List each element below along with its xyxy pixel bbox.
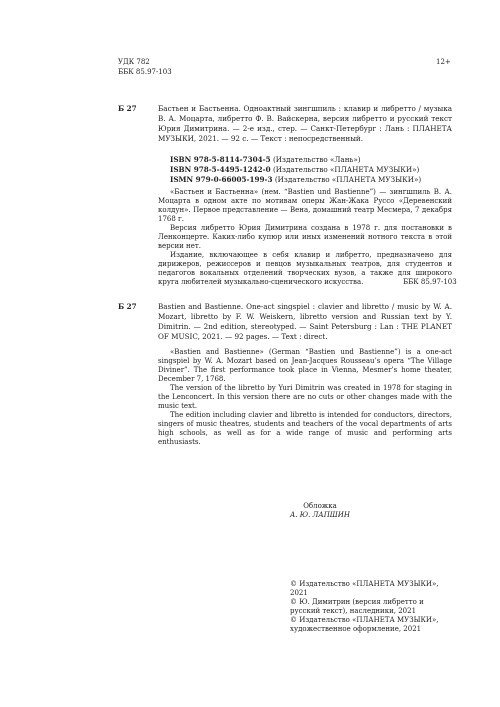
ru-bibliographic-entry: Бастьен и Бастьенна. Одноактный зингшпиль : клавир и либретто / музыка В. А. Моцарта, либретто Ф. В. Вайскерна, версия либретто и русский текст Юрия Димитрина. — 2-е изд., стер. — Санкт-Петербург : Лань : ПЛАНЕТА МУЗЫКИ, 2021. — 92 с. — Текст : непосредственный. [158, 104, 452, 143]
cover-label: Обложка [303, 502, 337, 510]
cover-designer-name: А. Ю. ЛАПШИН [290, 511, 350, 519]
copyright-line: © Издательство «ПЛАНЕТА МУЗЫКИ», 2021 [290, 580, 439, 597]
ru-isbn-2: ISBN 978-5-4495-1242-0 (Издательство «ПЛАНЕТА МУЗЫКИ») [170, 165, 420, 174]
ru-ismn: ISMN 979-0-66005-199-3 (Издательство «ПЛАНЕТА МУЗЫКИ») [170, 175, 422, 184]
ru-classification-code: Б 27 [118, 104, 137, 113]
en-annotation [158, 348, 452, 447]
age-rating: 12+ [436, 58, 451, 66]
copyright-line: © Издательство «ПЛАНЕТА МУЗЫКИ», художественное оформление, 2021 [290, 616, 439, 633]
en-annotation-para-3: The edition including clavier and libretto is intended for conductors, directors, singers of music theatres, students and teachers of the vocal departments of arts high schools, as well as for a wide range of music and performing arts enthusiasts. [158, 411, 452, 446]
ru-annotation-para-2: Версия либретто Юрия Димитрина создана в 1978 г. для постановки в Ленконцерте. Каких-либо купюр или иных изменений нотного текста в этой версии нет. [158, 224, 452, 250]
copyright-block [290, 580, 455, 634]
cover-designer [250, 502, 390, 520]
en-annotation-para-2: The version of the libretto by Yuri Dimitrin was created in 1978 for staging in the Lenconcert. In this version there are no cuts or other changes made with the music text. [158, 384, 452, 410]
en-bibliographic-entry: Bastien and Bastienne. One-act singspiel : clavier and libretto / music by W. A. Mozart, libretto by F. W. Weiskern, libretto version and Russian text by Y. Dimitrin. — 2nd edition, stereotyped. — Saint Petersburg : Lan : THE PLANET OF MUSIC, 2021. — 92 pages. — Text : direct. [158, 302, 452, 341]
ru-annotation-para-3: Издание, включающее в себя клавир и либретто, предназначено для дирижеров, режиссеров и певцов музыкальных театров, для студентов и педагогов вокальных отделений творческих вузов, а также для широкого круга любителей музыкально-сценического искусства. [158, 251, 452, 286]
en-classification-code: Б 27 [118, 302, 137, 311]
ru-annotation [158, 188, 452, 287]
ru-annotation-para-1: «Бастьен и Бастьенна» (нем. “Bastien und Bastienne”) — зингшпиль В. А. Моцарта в одном акте по мотивам оперы Жан-Жака Руссо «Деревенский колдун». Первое представление — Вена, домашний театр Месмера, 7 декабря 1768 г. [158, 188, 452, 223]
copyright-line: © Ю. Димитрин (версия либретто и русский текст), наследники, 2021 [290, 598, 424, 615]
udk-code: УДК 782 [118, 58, 150, 66]
ru-isbn-block [170, 155, 450, 185]
en-annotation-para-1: «Bastien and Bastienne» (German “Bastien und Bastienne”) is a one-act singspiel by W. A. Mozart based on Jean-Jacques Rousseau’s opera “The Village Diviner”. The first performance took place in Vienna, Mesmer’s home theater, December 7, 1768. [158, 348, 452, 383]
ru-bbk-code: ББК 85.97-103 [403, 278, 457, 286]
bbk-code: ББК 85.97-103 [118, 68, 172, 76]
ru-isbn-1: ISBN 978-5-8114-7304-5 (Издательство «Лань») [170, 155, 361, 164]
